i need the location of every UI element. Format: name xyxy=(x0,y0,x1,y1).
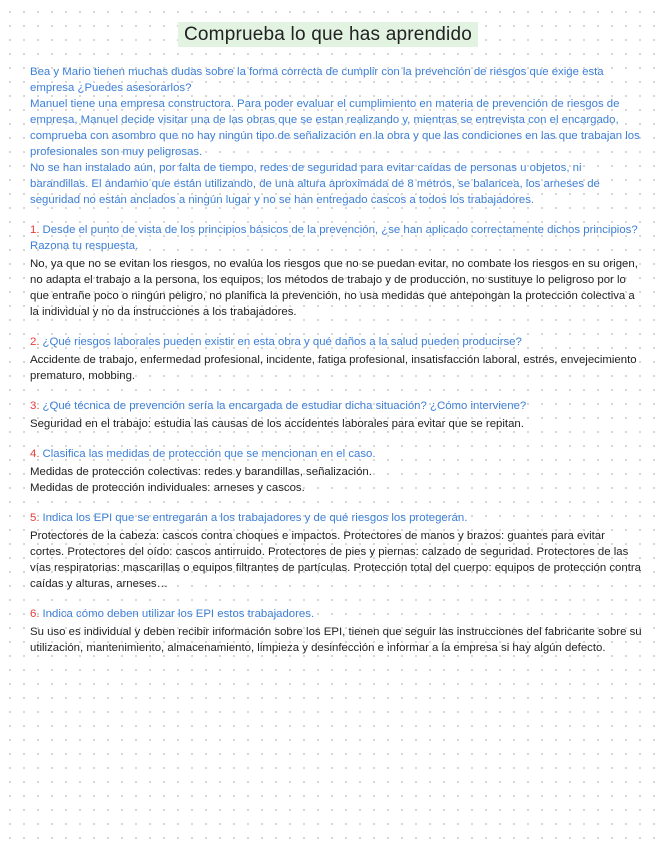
question-text xyxy=(30,510,642,526)
answer-text: Protectores de la cabeza: cascos contra choques e impactos. Protectores de manos y brazos: guantes para evitar cortes. Protectores del oído: cascos antirruido. Protectores de pies y piernas: calzado de seguridad. Protectores de las vías respiratorias: mascarillas o equipos filtrantes de partículas. Protección total del cuerpo: equipos de protección contra caídas y alturas, arneses… xyxy=(30,530,641,590)
answer-text: Su uso es individual y deben recibir información sobre los EPI, tienen que seguir las instrucciones del fabricante sobre su utilización, mantenimiento, almacenamiento, limpieza y desinfección e informar a la empresa si hay algún defecto. xyxy=(30,626,642,654)
question-number: 4. xyxy=(30,448,40,460)
intro-paragraph: No se han instalado aún, por falta de tiempo, redes de seguridad para evitar caídas de personas u objetos, ni barandillas. El andamio que están utilizando, de una altura aproximada de 8 metros, se balancea, los arneses de seguridad no están anclados a ningún lugar y no se han entregado cascos a todos los trabajadores. xyxy=(30,162,600,206)
question-text xyxy=(30,398,642,414)
page-title: Comprueba lo que has aprendido xyxy=(178,22,478,47)
question-number: 2. xyxy=(30,336,40,348)
question-text xyxy=(30,334,642,350)
question-block-3 xyxy=(30,398,642,432)
question-label: Clasifica las medidas de protección que se mencionan en el caso. xyxy=(42,448,376,460)
question-text xyxy=(30,606,642,622)
question-number: 3. xyxy=(30,400,40,412)
question-label: Desde el punto de vista de los principios básicos de la prevención, ¿se han aplicado correctamente dichos principios? Razona tu respuesta. xyxy=(30,224,638,252)
question-block-6 xyxy=(30,606,642,656)
question-block-1 xyxy=(30,222,642,320)
worksheet-content xyxy=(30,64,642,656)
answer-text: Medidas de protección individuales: arneses y cascos. xyxy=(30,482,305,494)
title-container xyxy=(0,22,656,47)
question-number: 1. xyxy=(30,224,40,236)
intro-paragraph: Manuel tiene una empresa constructora. Para poder evaluar el cumplimiento en materia de prevención de riesgos de empresa, Manuel decide visitar una de las obras que se estan realizando y, mientras se entrevista con el encargado, comprueba con asombro que no hay ningún tipo de señalización en la obra y que las condiciones en las que trabajan los profesionales son muy peligrosas. xyxy=(30,98,640,158)
question-number: 5. xyxy=(30,512,40,524)
question-block-2 xyxy=(30,334,642,384)
question-text xyxy=(30,222,642,254)
answer-text: Medidas de protección colectivas: redes y barandillas, señalización. xyxy=(30,466,372,478)
question-label: Indica los EPI que se entregarán a los trabajadores y de qué riesgos los protegerán. xyxy=(42,512,468,524)
question-block-5 xyxy=(30,510,642,592)
answer-text: Accidente de trabajo, enfermedad profesional, incidente, fatiga profesional, insatisfacción laboral, estrés, envejecimiento prematuro, mobbing. xyxy=(30,354,637,382)
question-label: ¿Qué técnica de prevención sería la encargada de estudiar dicha situación? ¿Cómo interviene? xyxy=(42,400,527,412)
answer-text: No, ya que no se evitan los riesgos, no evalúa los riesgos que no se puedan evitar, no combate los riesgos en su origen, no adapta el trabajo a la persona, los equipos, los métodos de trabajo y de producción, no sustituye lo peligroso por lo que entrañe poco o ningún peligro, no planifica la prevención, no usa medidas que antepongan la protección colectiva a la individual y no da instrucciones a los trabajadores. xyxy=(30,258,638,318)
question-text xyxy=(30,446,642,462)
question-label: ¿Qué riesgos laborales pueden existir en esta obra y qué daños a la salud pueden producirse? xyxy=(42,336,522,348)
question-label: Indica cómo deben utilizar los EPI estos trabajadores. xyxy=(42,608,315,620)
question-number: 6. xyxy=(30,608,40,620)
case-description xyxy=(30,64,642,208)
answer-text: Seguridad en el trabajo: estudia las causas de los accidentes laborales para evitar que se repitan. xyxy=(30,418,524,430)
question-block-4 xyxy=(30,446,642,496)
intro-paragraph: Bea y Mario tienen muchas dudas sobre la forma correcta de cumplir con la prevención de riesgos que exige esta empresa ¿Puedes asesorarlos? xyxy=(30,66,604,94)
